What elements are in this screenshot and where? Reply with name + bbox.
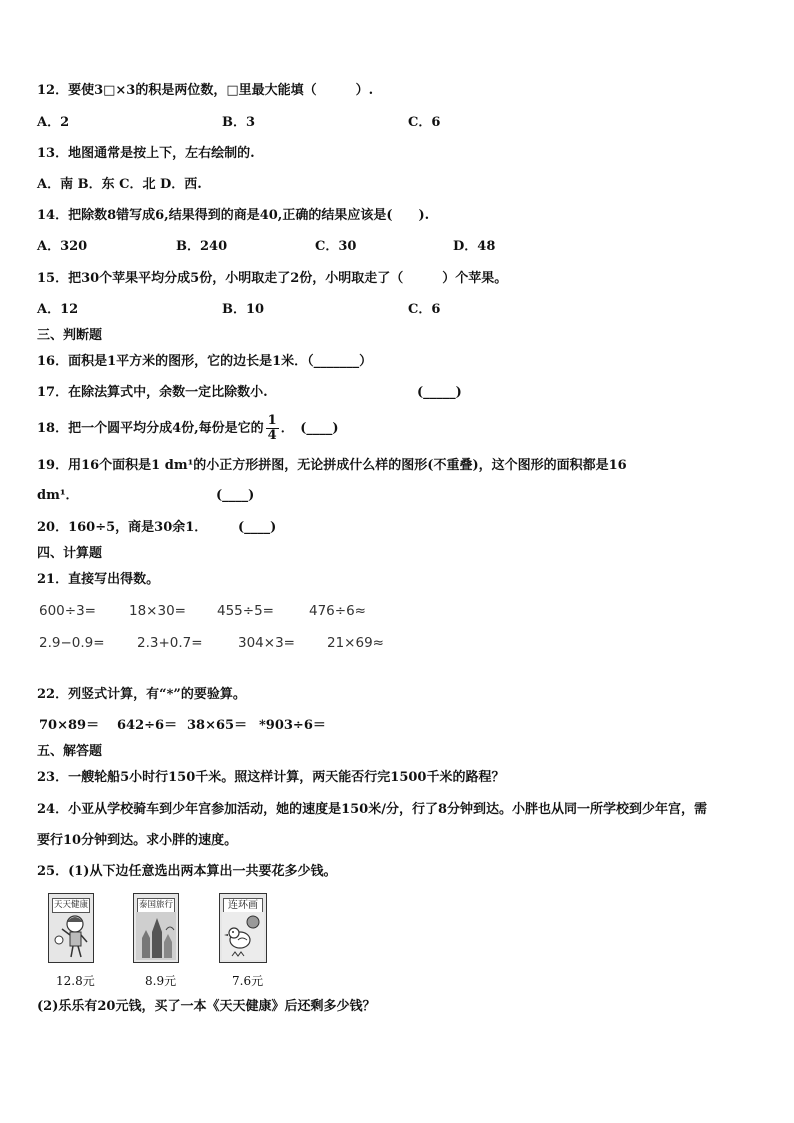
- q18-blank: ． (____): [280, 421, 339, 436]
- question-20: 20．160÷5，商是30余1．: [37, 520, 208, 535]
- q15-option-c: C．6: [408, 302, 441, 317]
- bird-icon: [222, 912, 264, 960]
- q15-option-b: B．10: [222, 302, 265, 317]
- book-price: 8.9元: [145, 974, 177, 988]
- book-price: 7.6元: [232, 974, 264, 988]
- q17-answer-blank: (_____): [417, 385, 462, 400]
- book-title: 连环画: [223, 898, 263, 913]
- vertical-calc-item: *903÷6＝: [259, 718, 326, 733]
- calc-item: 455÷5=: [217, 603, 274, 619]
- q14-option-a: A．320: [37, 239, 88, 254]
- calc-item: 304×3=: [238, 635, 295, 651]
- question-19-cont: dm¹．: [37, 488, 79, 503]
- question-12: 12．要使3□×3的积是两位数，□里最大能填（ ）.: [37, 83, 374, 98]
- question-15: 15．把30个苹果平均分成5份，小明取走了2份，小明取走了（ ）个苹果。: [37, 271, 508, 286]
- question-19: 19．用16个面积是1 dm¹的小正方形拼图，无论拼成什么样的图形(不重叠)，这个图形的面积都是16: [37, 458, 627, 473]
- book-price: 12.8元: [56, 974, 95, 988]
- calc-item: 2.3+0.7=: [137, 635, 203, 651]
- calc-item: 476÷6≈: [309, 603, 366, 619]
- book-thailand-travel: [133, 893, 179, 963]
- question-24-cont: 要行10分钟到达。求小胖的速度。: [37, 833, 238, 848]
- q19-answer-blank: (____): [216, 488, 255, 503]
- q15-option-a: A．12: [37, 302, 79, 317]
- question-21: 21．直接写出得数。: [37, 572, 160, 587]
- question-18: [37, 411, 339, 447]
- question-17: 17．在除法算式中，余数一定比除数小.: [37, 385, 268, 400]
- q12-option-a: A．2: [37, 115, 70, 130]
- calc-item: 600÷3=: [39, 603, 96, 619]
- book-title: 泰国旅行: [137, 898, 175, 913]
- q14-option-b: B．240: [176, 239, 228, 254]
- question-25-part-1: 25．(1)从下边任意选出两本算出一共要花多少钱。: [37, 864, 337, 879]
- calc-item: 18×30=: [129, 603, 186, 619]
- question-13: 13．地图通常是按上下，左右绘制的.: [37, 146, 255, 161]
- calc-item: 2.9−0.9=: [39, 635, 105, 651]
- question-25-part-2: (2)乐乐有20元钱，买了一本《天天健康》后还剩多少钱？: [37, 999, 376, 1014]
- vertical-calc-item: 70×89＝: [39, 718, 100, 733]
- q12-option-c: C．6: [408, 115, 441, 130]
- book-health: [48, 893, 94, 963]
- vertical-calc-item: 38×65＝: [187, 718, 248, 733]
- question-24: 24．小亚从学校骑车到少年宫参加活动，她的速度是150米/分，行了8分钟到达。小胖也从同一所学校到少年宫，需: [37, 802, 708, 817]
- question-16: 16．面积是1平方米的图形，它的边长是1米．（_______）: [37, 354, 373, 369]
- q14-option-d: D．48: [453, 239, 496, 254]
- q13-options: A．南 B．东 C．北 D．西.: [37, 177, 202, 192]
- book-title: 天天健康: [52, 898, 90, 913]
- q18-text: 18．把一个圆平均分成4份,每份是它的: [37, 421, 264, 436]
- fraction-one-quarter: $\frac{1}{4}$: [267, 413, 277, 443]
- calc-item: 21×69≈: [327, 635, 384, 651]
- temple-icon: [136, 912, 176, 960]
- question-22: 22．列竖式计算，有“*”的要验算。: [37, 687, 246, 702]
- question-14: 14．把除数8错写成6,结果得到的商是40,正确的结果应该是( ).: [37, 208, 430, 223]
- question-23: 23．一艘轮船5小时行150千米。照这样计算，两天能否行完1500千米的路程？: [37, 770, 505, 785]
- section-heading-word-problems: 五、解答题: [37, 744, 103, 759]
- section-heading-calculation: 四、计算题: [37, 546, 103, 561]
- boy-icon: [51, 912, 91, 960]
- q14-option-c: C．30: [315, 239, 357, 254]
- book-comic: [219, 893, 267, 963]
- vertical-calc-item: 642÷6＝: [117, 718, 178, 733]
- q12-option-b: B．3: [222, 115, 256, 130]
- q20-answer-blank: (____): [238, 520, 277, 535]
- section-heading-judgement: 三、判断题: [37, 328, 103, 343]
